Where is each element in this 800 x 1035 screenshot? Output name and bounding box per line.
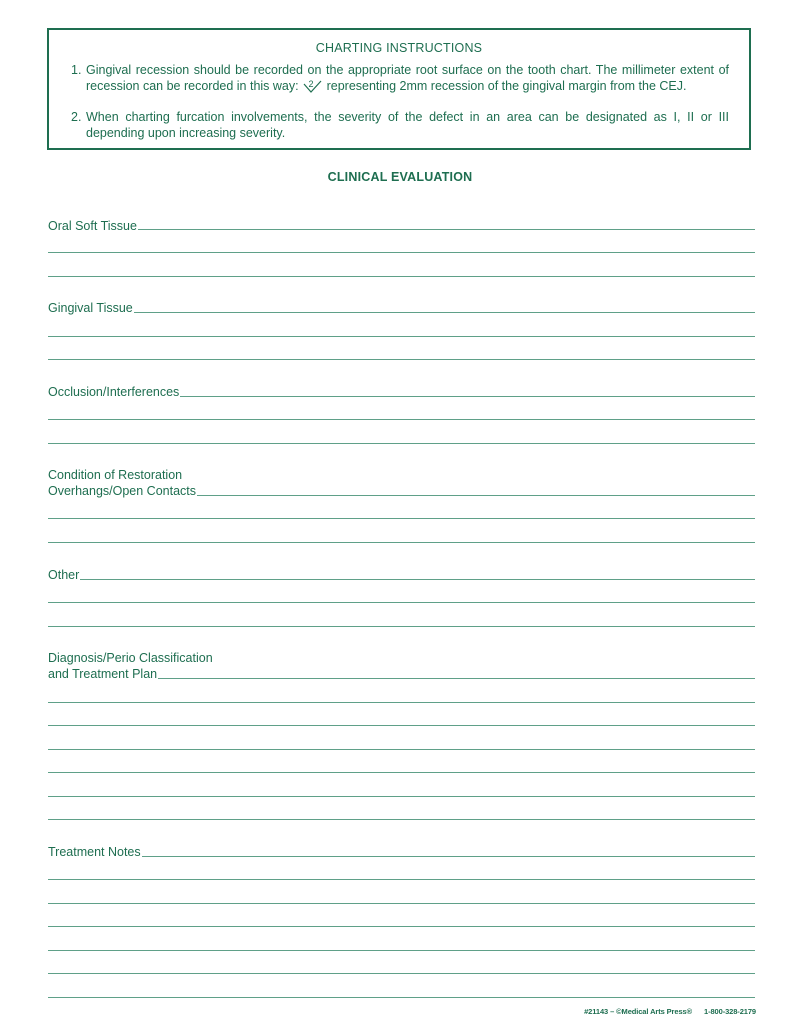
condition-of-restoration-label: Condition of Restoration (48, 468, 183, 482)
gingival-tissue-label: Gingival Tissue (48, 301, 133, 315)
writing-line[interactable] (48, 997, 755, 998)
clinical-evaluation-heading: CLINICAL EVALUATION (327, 170, 473, 184)
other-label: Other (48, 568, 80, 582)
instruction-text-before-symbol: Gingival recession should be recorded on the appropriate root surface on the tooth chart. The millimeter extent of recession can be recorded in this way: (86, 63, 729, 93)
writing-line[interactable] (48, 312, 755, 313)
writing-line[interactable] (48, 336, 755, 337)
instruction-number: 2. (71, 110, 82, 124)
writing-line[interactable] (48, 903, 755, 904)
overhangs-open-contacts-label: Overhangs/Open Contacts (48, 484, 196, 498)
occlusion-interferences-label: Occlusion/Interferences (48, 385, 180, 399)
treatment-notes-label: Treatment Notes (48, 845, 141, 859)
recession-symbol-icon (303, 78, 322, 94)
instruction-text-after-symbol: representing 2mm recession of the gingival margin from the CEJ. (326, 79, 687, 93)
writing-line[interactable] (48, 542, 755, 543)
writing-line[interactable] (48, 950, 755, 951)
writing-line[interactable] (48, 276, 755, 277)
writing-line[interactable] (48, 926, 755, 927)
writing-line[interactable] (48, 518, 755, 519)
treatment-plan-label: and Treatment Plan (48, 667, 158, 681)
phone-number: 1-800-328-2179 (704, 1007, 756, 1016)
instruction-text (86, 62, 729, 94)
writing-line[interactable] (48, 419, 755, 420)
writing-line[interactable] (48, 973, 755, 974)
writing-line[interactable] (48, 879, 755, 880)
writing-line[interactable] (48, 443, 755, 444)
diagnosis-perio-classification-label: Diagnosis/Perio Classification (48, 651, 213, 665)
writing-line[interactable] (48, 796, 755, 797)
writing-line[interactable] (48, 252, 755, 253)
oral-soft-tissue-label: Oral Soft Tissue (48, 219, 137, 233)
instruction-item-1 (71, 62, 729, 94)
charting-instructions-box (47, 28, 751, 150)
form-footer (584, 1007, 756, 1016)
form-number: #21143 – ©Medical Arts Press® (584, 1007, 693, 1016)
recession-symbol-value: 2 (308, 79, 314, 89)
writing-line[interactable] (48, 819, 755, 820)
writing-line[interactable] (48, 602, 755, 603)
instruction-text: When charting furcation involvements, the severity of the defect in an area can be designated as I, II or III depending upon increasing severity. (86, 110, 729, 140)
writing-line[interactable] (48, 579, 755, 580)
writing-line[interactable] (48, 229, 755, 230)
instruction-item-2 (71, 109, 729, 141)
writing-line[interactable] (48, 749, 755, 750)
charting-instructions-title: CHARTING INSTRUCTIONS (315, 41, 483, 55)
writing-line[interactable] (48, 856, 755, 857)
writing-line[interactable] (48, 626, 755, 627)
writing-line[interactable] (48, 702, 755, 703)
writing-line[interactable] (48, 359, 755, 360)
writing-line[interactable] (48, 772, 755, 773)
instruction-number: 1. (71, 63, 82, 77)
writing-line[interactable] (48, 725, 755, 726)
